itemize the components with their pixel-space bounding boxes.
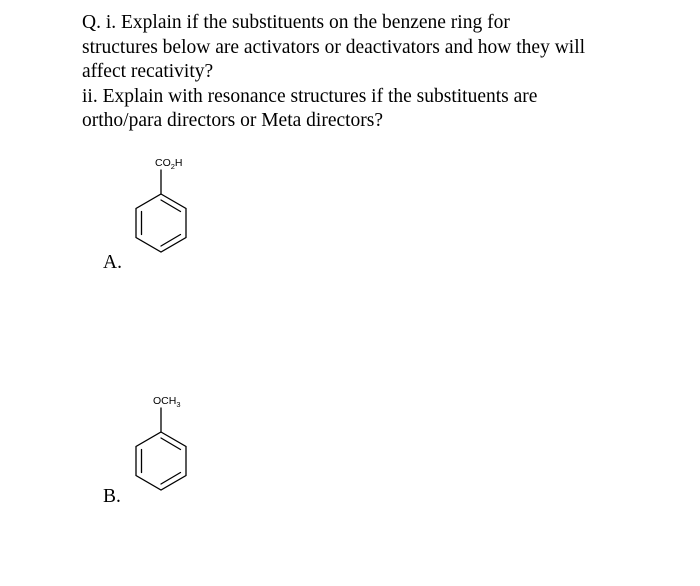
option-label-b: B.	[103, 486, 121, 507]
question-line: Q. i. Explain if the substituents on the benzene ring for	[82, 12, 510, 33]
ring-double-bond	[161, 235, 181, 247]
benzene-ring	[136, 194, 186, 252]
benzoic-acid-structure	[120, 152, 200, 270]
substituent-label-b: $OCH_3$	[153, 395, 181, 409]
anisole-structure	[120, 390, 200, 508]
substituent-label-a: $CO_2H$	[155, 157, 183, 171]
ring-double-bond	[161, 200, 181, 212]
ring-double-bond	[161, 438, 181, 450]
question-line: ii. Explain with resonance structures if the substituents are	[82, 85, 538, 107]
question-line: structures below are activators or deactivators and how they will	[82, 36, 586, 58]
benzene-ring	[136, 432, 186, 490]
question-line: affect recativity?	[82, 61, 214, 82]
ring-double-bond	[161, 473, 181, 485]
question-line: ortho/para directors or Meta directors?	[82, 110, 384, 131]
question-text	[82, 11, 682, 134]
option-label-a: A.	[103, 252, 122, 273]
